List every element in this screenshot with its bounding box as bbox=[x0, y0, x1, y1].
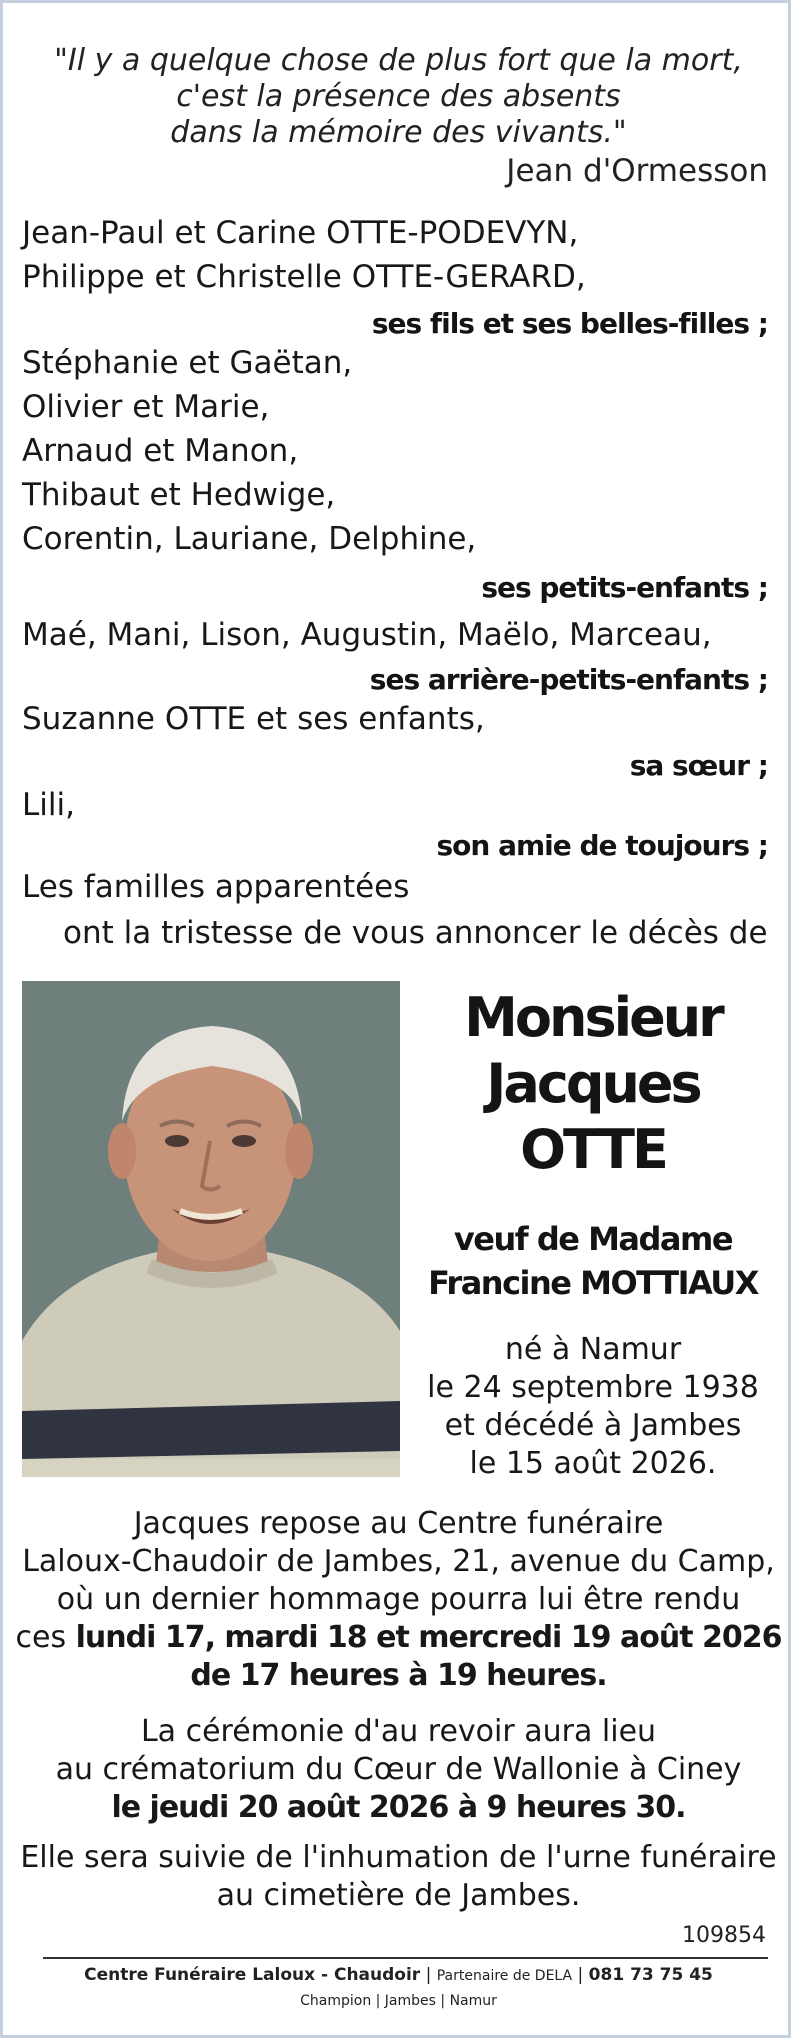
visitation-line-3: où un dernier hommage pourra lui être rendu bbox=[56, 1582, 741, 1617]
death-place: et décédé à Jambes bbox=[444, 1408, 742, 1443]
birth-death-details bbox=[413, 1331, 773, 1483]
birth-date: le 24 septembre 1938 bbox=[427, 1370, 759, 1405]
widow-of bbox=[413, 1217, 773, 1305]
burial-line-2: au cimetière de Jambes. bbox=[216, 1878, 581, 1913]
family-relatives-line: Les familles apparentées bbox=[22, 869, 410, 905]
footer-locations: Champion | Jambes | Namur bbox=[300, 1993, 497, 2009]
deceased-name-block bbox=[413, 985, 773, 1183]
visitation-line-2: Laloux-Chaudoir de Jambes, 21, avenue du Camp, bbox=[22, 1544, 775, 1579]
footer-separator-2: | bbox=[572, 1965, 589, 1985]
ceremony-line-3 bbox=[3, 1789, 791, 1827]
visitation-prefix: ces bbox=[15, 1620, 76, 1655]
widow-line-1: veuf de Madame bbox=[453, 1220, 733, 1258]
burial-line-1: Elle sera suivie de l'inhumation de l'urne funéraire bbox=[20, 1840, 777, 1875]
footer-partner: Partenaire de DELA bbox=[436, 1968, 573, 1984]
burial-paragraph bbox=[3, 1839, 791, 1915]
family-grandchildren-line-4: Thibaut et Hedwige, bbox=[22, 477, 336, 513]
family-sons-line-2: Philippe et Christelle OTTE-GERARD, bbox=[22, 259, 586, 295]
visitation-line-4 bbox=[3, 1619, 791, 1657]
family-sister-role: sa sœur ; bbox=[629, 749, 768, 782]
family-friend-line: Lili, bbox=[22, 787, 75, 823]
visitation-paragraph bbox=[3, 1505, 791, 1695]
family-grandchildren-line-1: Stéphanie et Gaëtan, bbox=[22, 345, 353, 381]
family-sons-role: ses fils et ses belles-filles ; bbox=[371, 307, 768, 340]
quote-line-2: c'est la présence des absents bbox=[176, 79, 621, 114]
visitation-dates: lundi 17, mardi 18 et mercredi 19 août 2026 bbox=[75, 1620, 782, 1655]
widow-line-2: Francine MOTTIAUX bbox=[428, 1264, 758, 1302]
quote-line-1: "Il y a quelque chose de plus fort que la mort, bbox=[54, 43, 743, 78]
family-sons-line-1: Jean-Paul et Carine OTTE-PODEVYN, bbox=[22, 215, 579, 251]
family-sister-line: Suzanne OTTE et ses enfants, bbox=[22, 701, 485, 737]
death-date: le 15 août 2026. bbox=[469, 1446, 717, 1481]
visitation-line-5 bbox=[3, 1657, 791, 1695]
footer-divider bbox=[43, 1957, 768, 1959]
announcement-line: ont la tristesse de vous annoncer le décès de bbox=[63, 915, 768, 951]
ceremony-paragraph bbox=[3, 1713, 791, 1827]
ceremony-line-1: La cérémonie d'au revoir aura lieu bbox=[140, 1714, 657, 1749]
quote-author: Jean d'Ormesson bbox=[506, 153, 768, 189]
visitation-line-1: Jacques repose au Centre funéraire bbox=[133, 1506, 664, 1541]
family-great-grandchildren-line: Maé, Mani, Lison, Augustin, Maëlo, Marceau, bbox=[22, 617, 712, 653]
birth-place: né à Namur bbox=[504, 1332, 682, 1367]
portrait-illustration bbox=[22, 981, 400, 1477]
ceremony-line-2: au crématorium du Cœur de Wallonie à Ciney bbox=[55, 1752, 742, 1787]
footer-line bbox=[3, 1965, 791, 1985]
family-great-grandchildren-role: ses arrière-petits-enfants ; bbox=[369, 663, 768, 696]
family-grandchildren-line-2: Olivier et Marie, bbox=[22, 389, 270, 425]
footer-separator-1: | bbox=[420, 1965, 437, 1985]
deceased-title: Monsieur bbox=[464, 986, 722, 1049]
family-grandchildren-line-5: Corentin, Lauriane, Delphine, bbox=[22, 521, 477, 557]
family-grandchildren-role: ses petits-enfants ; bbox=[481, 571, 768, 604]
ceremony-date: le jeudi 20 août 2026 à 9 heures 30. bbox=[111, 1790, 686, 1825]
footer-company: Centre Funéraire Laloux - Chaudoir bbox=[84, 1965, 421, 1985]
deceased-last-name: OTTE bbox=[520, 1118, 666, 1181]
visitation-hours: de 17 heures à 19 heures. bbox=[190, 1658, 607, 1693]
reference-number: 109854 bbox=[682, 1923, 766, 1948]
footer-phone: 081 73 75 45 bbox=[588, 1965, 713, 1985]
deceased-first-name: Jacques bbox=[486, 1052, 700, 1115]
quote-line-3: dans la mémoire des vivants." bbox=[170, 115, 627, 150]
quote bbox=[3, 43, 791, 151]
family-friend-role: son amie de toujours ; bbox=[436, 829, 768, 862]
portrait-photo bbox=[22, 981, 400, 1477]
family-grandchildren-line-3: Arnaud et Manon, bbox=[22, 433, 299, 469]
